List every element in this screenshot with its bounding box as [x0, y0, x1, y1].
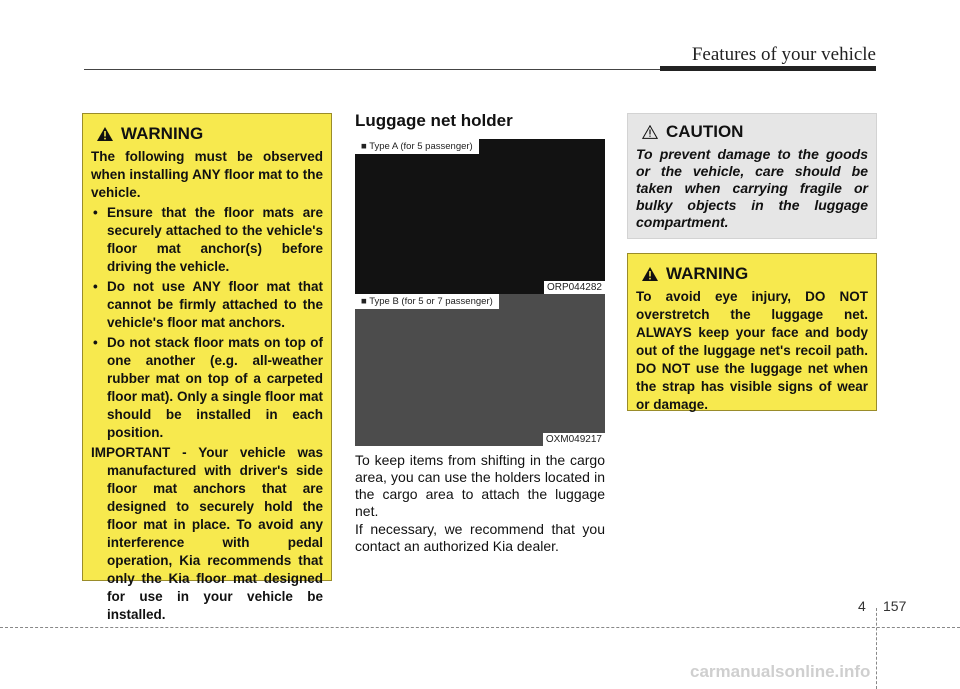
warning-box-luggage-net [627, 253, 877, 411]
section-number: 4 [858, 598, 866, 614]
page-title: Luggage net holder [355, 111, 513, 130]
photo-label: ■ Type A (for 5 passenger) [355, 139, 479, 154]
list-item: • Ensure that the floor mats are securely attached to the vehicle's floor mat anchor(s) before driving the vehicle. [91, 204, 323, 276]
caution-box [627, 113, 877, 239]
warning-triangle-icon [642, 267, 658, 281]
warning-intro: The following must be observed when installing ANY floor mat to the vehicle. [91, 149, 323, 200]
page-number: 157 [883, 598, 907, 614]
warning-heading [636, 264, 868, 284]
caution-title: CAUTION [666, 122, 744, 141]
watermark: carmanualsonline.info [690, 662, 871, 681]
warning-box-floor-mat [82, 113, 332, 622]
footer-divider [876, 608, 877, 689]
caution-text: To prevent damage to the goods or the vehicle, care should be taken when carrying fragile or bulky objects in the luggage compartment. [636, 146, 868, 230]
photo-code: OXM049217 [543, 433, 605, 446]
photo-code: ORP044282 [544, 281, 605, 294]
caution-heading [636, 122, 868, 142]
header-rule-accent [660, 66, 876, 71]
warning-title: WARNING [666, 264, 749, 283]
photo-type-b [355, 294, 605, 446]
caution-triangle-icon [642, 125, 658, 139]
warning-text: To avoid eye injury, DO NOT overstretch the luggage net. ALWAYS keep your face and body out of the luggage net's recoil path. DO NOT use the luggage net when the strap has visible signs of wear or damage. [636, 289, 868, 412]
list-item: • Do not use ANY floor mat that cannot be firmly attached to the vehicle's floor mat anchors. [91, 278, 323, 332]
body-paragraph: To keep items from shifting in the cargo area, you can use the holders located in the cargo area to attach the luggage net. [355, 452, 605, 519]
footer-rule [0, 627, 960, 628]
photo-type-a [355, 139, 605, 294]
photo-label: ■ Type B (for 5 or 7 passenger) [355, 294, 499, 309]
list-item: • Do not stack floor mats on top of one another (e.g. all-weather rubber mat on top of a carpeted floor mat). Only a single floor mat should be installed in each position. [91, 334, 323, 442]
warning-bullet-list [91, 204, 323, 442]
warning-important-note: IMPORTANT - Your vehicle was manufactured with driver's side floor mat anchors that are designed to securely hold the floor mat in place. To avoid any interference with pedal operation, Kia recommends that only the Kia floor mat designed for use in your vehicle be installed. [91, 445, 323, 622]
warning-heading [91, 124, 323, 144]
warning-triangle-icon [97, 127, 113, 141]
warning-title: WARNING [121, 124, 204, 143]
section-title: Features of your vehicle [691, 44, 876, 65]
body-paragraph: If necessary, we recommend that you contact an authorized Kia dealer. [355, 521, 605, 554]
